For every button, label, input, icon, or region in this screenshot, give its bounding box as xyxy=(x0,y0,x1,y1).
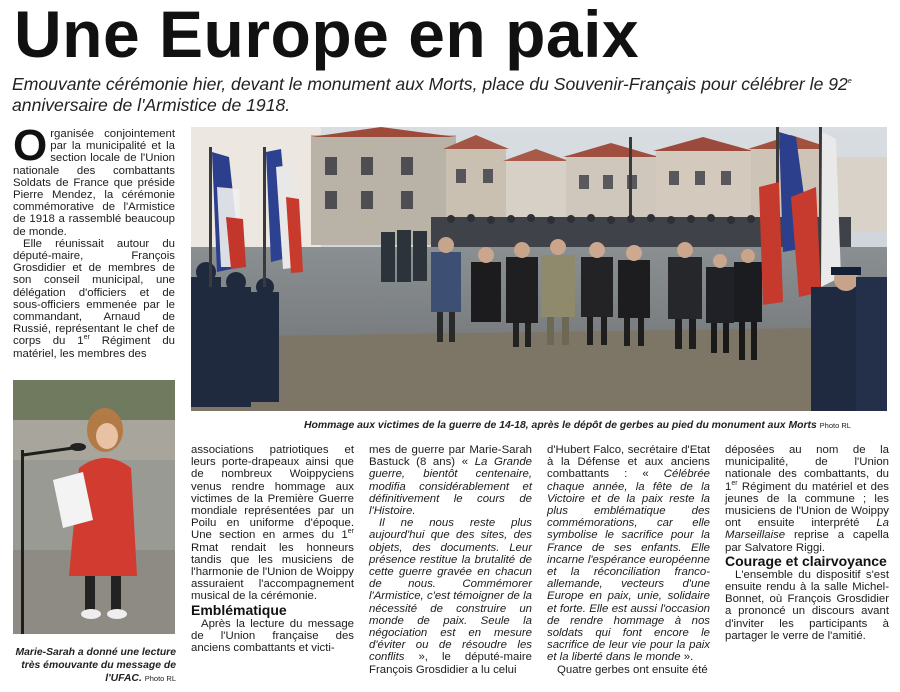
article-column-4 xyxy=(547,444,710,676)
drop-cap: O xyxy=(13,121,48,170)
paragraph-text: mes de guerre par Marie-Sarah Bastuck (8 ans) « xyxy=(369,444,532,469)
paragraph xyxy=(369,444,532,517)
article-column-5 xyxy=(725,444,889,642)
quote-text: Célébrée chaque année, la fête de la Victoire et de la paix reste la plus emblématique des commémorations, car elle symbolise le sacrifice pour la France de ses enfants. Elle incarne l'espérance européenne et la réconciliation franco-allemande, vecteurs d'une Europe en paix, unie, solidaire et forte. Elle est aussi l'occasion de rendre hommage à nos soldats qui font encore le sacrifice de leur vie pour la paix et la liberté dans le monde xyxy=(547,468,710,664)
subheading-emblematique: Emblématique xyxy=(191,601,287,618)
girl-caption-text: Marie-Sarah a donné une lecture très émouvante du message de l'UFAC. xyxy=(15,647,176,684)
paragraph-intro xyxy=(13,121,175,238)
main-photo-caption xyxy=(304,420,894,432)
paragraph: L'ensemble du dispositif s'est ensuite rendu à la salle Michel-Bonnet, où François Grosdidier a prononcé un discours avant d'inviter les participants à partager le verre de l'amitié. xyxy=(725,568,889,642)
superscript: er xyxy=(83,334,90,342)
paragraph-text: déposées au nom de la municipalité, de l'Union nationale des combattants, du 1 xyxy=(725,444,889,493)
paragraph-text: Elle réunissait autour du député-maire, François Grosdidier et de membres de son conseil municipal, une délégation d'officiers et de sous-officiers emmenée par le commandant, Arnaud de Russié, représentant le chef de corps du 1 xyxy=(13,237,175,348)
paragraph-text: Régiment du matériel et des jeunes de la commune ; les musiciens de l'Union de Woippy ont ensuite interprété xyxy=(725,480,889,530)
standfirst-text: Emouvante cérémonie hier, devant le monument aux Morts, place du Souvenir-Français pour célébrer le 92 xyxy=(12,74,848,94)
article-column-1 xyxy=(13,121,175,360)
subheading-courage: Courage et clairvoyance xyxy=(725,552,887,569)
standfirst xyxy=(12,74,892,116)
main-photo-credit: Photo RL xyxy=(819,421,851,430)
paragraph xyxy=(13,238,175,360)
quote-text: La Grande guerre, bientôt centenaire, modifia considérablement et définitivement le cours de l'Histoire. xyxy=(369,456,532,518)
paragraph-text-end: Régiment du matériel, les membres des xyxy=(13,335,175,360)
paragraph-text-end: ». xyxy=(680,651,694,664)
paragraph-text-end: reprise a capella par Salvatore Riggi. xyxy=(725,529,889,554)
girl-reading-illustration xyxy=(13,380,175,634)
paragraph: Quatre gerbes ont ensuite été xyxy=(557,663,708,676)
girl-photo xyxy=(13,380,175,634)
paragraph-text: associations patriotiques et leurs porte-drapeaux ainsi que de nombreux Woippyciens venus rendre hommage aux victimes de la Première Guerre mondiale représentées par un Poilu en uniforme d'époque. Une section en armes du 1 xyxy=(191,444,354,542)
standfirst-text-end: anniversaire de l'Armistice de 1918. xyxy=(12,95,291,115)
ceremony-photo-illustration xyxy=(191,127,887,411)
superscript: er xyxy=(347,528,354,536)
intro-text: rganisée conjointement par la municipalité et la section locale de l'Union nationale des combattants Soldats de France que préside Pierre Mendez, la cérémonie commémorative de l'Armistice de 1918 a rassemblé beaucoup de monde. xyxy=(13,128,175,238)
girl-photo-caption xyxy=(12,646,176,685)
standfirst-sup: e xyxy=(847,78,852,86)
article-column-2 xyxy=(191,444,354,654)
headline: Une Europe en paix xyxy=(14,0,640,71)
paragraph xyxy=(547,444,710,664)
article-column-3 xyxy=(369,444,532,676)
paragraph-text-end: Rmat rendait les honneurs tandis que les musiciens de l'harmonie de l'Union de Woippy assuraient l'accompagnement musical de la cérémonie. xyxy=(191,541,354,603)
girl-photo-credit: Photo RL xyxy=(144,674,176,683)
superscript: er xyxy=(731,479,738,487)
quote-text: Il ne nous reste plus aujourd'hui que des sites, des objets, des documents. Leur présence restitue la brutalité de cette guerre gravée en chacun de nous. Commémorer l'Armistice, c'est témoigner de la nécessité de construire un monde de paix. Seule la négociation est en mesure d'éviter ou de résoudre les conflits xyxy=(369,517,532,664)
paragraph xyxy=(725,444,889,554)
main-caption-text: Hommage aux victimes de la guerre de 14-18, après le dépôt de gerbes au pied du monument aux Morts xyxy=(304,420,817,431)
paragraph-text-end: », le député-maire François Grosdidier a lu celui xyxy=(369,651,532,676)
main-photo xyxy=(191,127,887,411)
paragraph xyxy=(191,444,354,603)
paragraph: Après la lecture du message de l'Union française des anciens combattants et victi- xyxy=(191,617,354,655)
paragraph-text: d'Hubert Falco, secrétaire d'Etat à la Défense et aux anciens combattants : « xyxy=(547,444,710,481)
paragraph-quote xyxy=(369,517,532,676)
song-title: La Marseillaise xyxy=(725,517,889,542)
